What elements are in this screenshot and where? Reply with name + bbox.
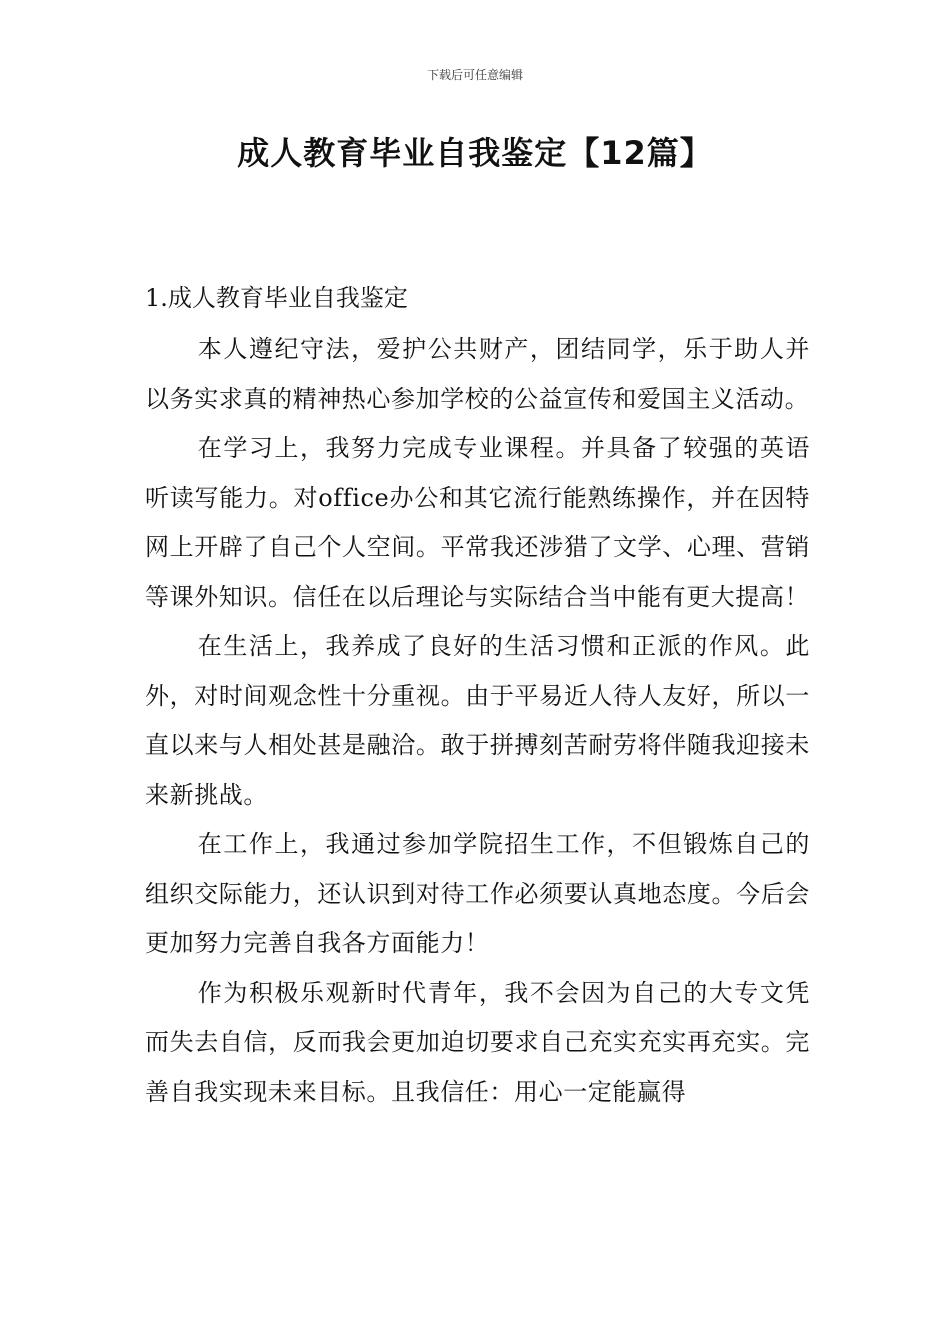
paragraph-1: 本人遵纪守法，爱护公共财产，团结同学，乐于助人并以务实求真的精神热心参加学校的公益宣传和爱国主义活动。 [145, 335, 810, 413]
header-note: 下载后可任意编辑 [426, 68, 523, 82]
document-body [145, 280, 810, 1117]
section-heading: 1.成人教育毕业自我鉴定 [145, 284, 408, 312]
paragraph-2: 在学习上，我努力完成专业课程。并具备了较强的英语听读写能力。对office办公和其它流行能熟练操作，并在因特网上开辟了自己个人空间。平常我还涉猎了文学、心理、营销等课外知识。信任在以后理论与实际结合当中能有更大提高！ [145, 434, 810, 611]
paragraph-3: 在生活上，我养成了良好的生活习惯和正派的作风。此外，对时间观念性十分重视。由于平易近人待人友好，所以一直以来与人相处甚是融洽。敢于拼搏刻苦耐劳将伴随我迎接未来新挑战。 [145, 632, 810, 809]
paragraph-4: 在工作上，我通过参加学院招生工作，不但锻炼自己的组织交际能力，还认识到对待工作必须要认真地态度。今后会更加努力完善自我各方面能力！ [145, 830, 810, 957]
document-title: 成人教育毕业自我鉴定【12篇】 [237, 134, 713, 172]
paragraph-5: 作为积极乐观新时代青年，我不会因为自己的大专文凭而失去自信，反而我会更加迫切要求自己充实充实再充实。完善自我实现未来目标。且我信任：用心一定能赢得 [145, 978, 810, 1106]
